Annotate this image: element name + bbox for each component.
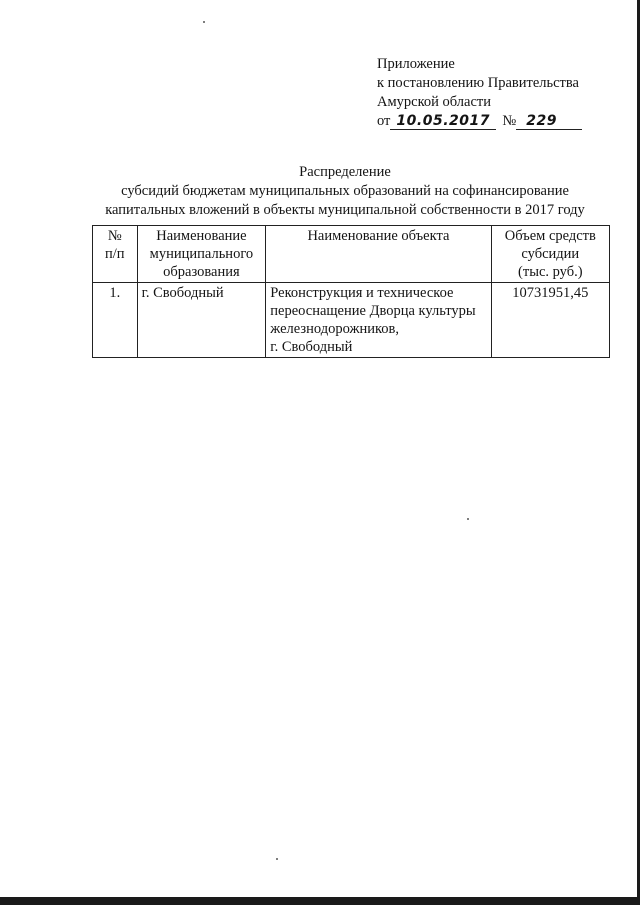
cell-num: 1. bbox=[93, 283, 138, 358]
scan-speck bbox=[203, 21, 205, 23]
title-line-3: капитальных вложений в объекты муниципальной собственности в 2017 году bbox=[105, 202, 585, 218]
cell-amount: 10731951,45 bbox=[491, 283, 609, 358]
appendix-resolution-line: к постановлению Правительства bbox=[377, 75, 579, 91]
header-num-line: № bbox=[107, 228, 122, 244]
scan-edge-bottom bbox=[0, 897, 640, 905]
cell-object-line: переоснащение Дворца культуры bbox=[270, 303, 476, 319]
header-object-line: Наименование объекта bbox=[307, 228, 450, 244]
header-municipality-line: муниципального bbox=[149, 246, 254, 262]
title-line-2: субсидий бюджетам муниципальных образований на софинансирование bbox=[121, 183, 569, 199]
document-title bbox=[80, 163, 610, 220]
cell-object-line: г. Свободный bbox=[270, 339, 353, 355]
appendix-header bbox=[377, 55, 582, 131]
scan-speck bbox=[276, 858, 278, 860]
header-municipality bbox=[137, 226, 266, 283]
cell-object-line: Реконструкция и техническое bbox=[270, 285, 454, 301]
header-amount-line: субсидии bbox=[521, 246, 580, 262]
appendix-region-line: Амурской области bbox=[377, 94, 491, 110]
header-num-line: п/п bbox=[105, 246, 125, 262]
header-num bbox=[93, 226, 138, 283]
appendix-title: Приложение bbox=[377, 56, 455, 72]
header-object bbox=[266, 226, 491, 283]
header-amount-line: Объем средств bbox=[504, 228, 596, 244]
table-row bbox=[93, 283, 610, 358]
cell-municipality: г. Свободный bbox=[137, 283, 266, 358]
header-municipality-line: Наименование bbox=[156, 228, 247, 244]
distribution-table bbox=[92, 225, 610, 358]
title-line-1: Распределение bbox=[299, 164, 391, 180]
scan-speck bbox=[467, 518, 469, 520]
cell-object-line: железнодорожников, bbox=[270, 321, 400, 337]
header-amount bbox=[491, 226, 609, 283]
table-header-row bbox=[93, 226, 610, 283]
handwritten-date: 10.05.2017 bbox=[390, 114, 496, 130]
header-municipality-line: образования bbox=[163, 264, 240, 280]
cell-object bbox=[266, 283, 491, 358]
number-label: № bbox=[502, 113, 517, 129]
appendix-date-number-line bbox=[377, 112, 582, 131]
handwritten-number: 229 bbox=[516, 114, 582, 130]
date-prefix: от bbox=[377, 113, 391, 129]
header-amount-line: (тыс. руб.) bbox=[518, 264, 583, 280]
